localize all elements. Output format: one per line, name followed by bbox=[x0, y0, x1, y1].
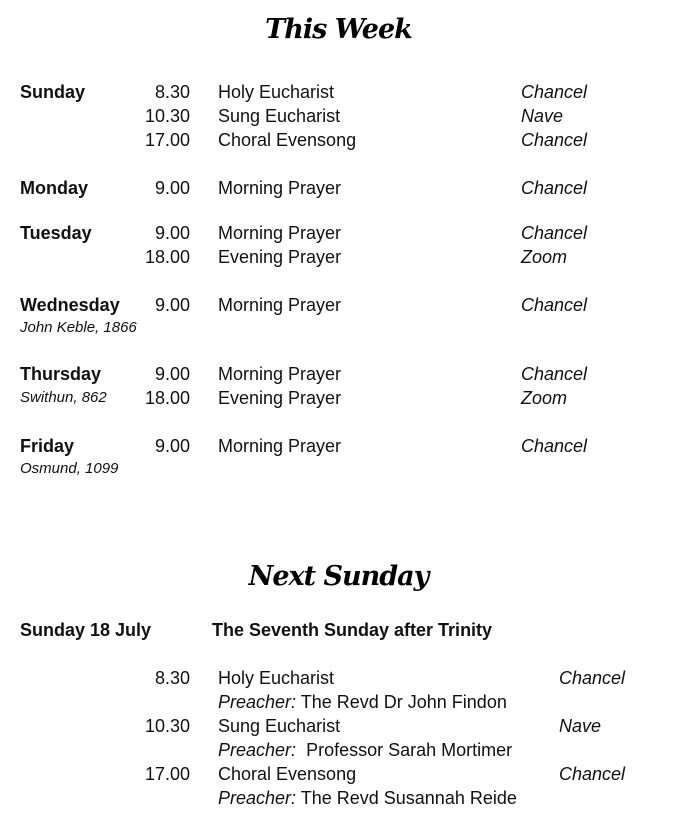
day-label: Sunday bbox=[20, 82, 86, 102]
service-name: Morning Prayer bbox=[218, 436, 342, 456]
preacher-name: The Revd Susannah Reide bbox=[300, 788, 517, 808]
service-time: 8.30 bbox=[154, 82, 190, 102]
service-location: Nave bbox=[559, 716, 602, 736]
service-name: Choral Evensong bbox=[218, 130, 357, 150]
service-name: Sung Eucharist bbox=[218, 106, 341, 126]
service-time: 9.00 bbox=[154, 295, 190, 315]
preacher-name: The Revd Dr John Findon bbox=[300, 692, 507, 712]
preacher-line bbox=[218, 786, 517, 810]
service-location: Chancel bbox=[521, 178, 588, 198]
service-time: 18.00 bbox=[144, 388, 190, 408]
service-name: Choral Evensong bbox=[218, 764, 357, 784]
service-time: 8.30 bbox=[154, 668, 190, 688]
service-name: Morning Prayer bbox=[218, 295, 342, 315]
service-time: 10.30 bbox=[144, 106, 190, 126]
service-name: Morning Prayer bbox=[218, 223, 342, 243]
service-location: Chancel bbox=[521, 364, 588, 384]
service-name: Morning Prayer bbox=[218, 178, 342, 198]
next-sunday-title: The Seventh Sunday after Trinity bbox=[212, 620, 493, 640]
service-location: Chancel bbox=[521, 130, 588, 150]
service-time: 18.00 bbox=[144, 247, 190, 267]
preacher-label: Preacher: bbox=[218, 740, 297, 760]
service-name: Morning Prayer bbox=[218, 364, 342, 384]
day-label: Tuesday bbox=[20, 223, 92, 243]
preacher-name: Professor Sarah Mortimer bbox=[306, 740, 513, 760]
service-location: Chancel bbox=[559, 764, 626, 784]
preacher-label: Preacher: bbox=[218, 788, 297, 808]
day-label: Friday bbox=[20, 436, 75, 456]
service-time: 9.00 bbox=[154, 178, 190, 198]
service-location: Chancel bbox=[521, 436, 588, 456]
service-time: 10.30 bbox=[144, 716, 190, 736]
next-sunday-heading: Next Sunday bbox=[248, 561, 429, 592]
service-name: Holy Eucharist bbox=[218, 82, 335, 102]
service-location: Chancel bbox=[521, 223, 588, 243]
service-time: 17.00 bbox=[144, 764, 190, 784]
service-time: 17.00 bbox=[144, 130, 190, 150]
service-name: Evening Prayer bbox=[218, 247, 342, 267]
day-label: Monday bbox=[20, 178, 89, 198]
service-location: Zoom bbox=[521, 388, 568, 408]
service-location: Chancel bbox=[521, 295, 588, 315]
day-label: Wednesday bbox=[20, 295, 120, 315]
saint-commemoration: Osmund, 1099 bbox=[20, 460, 119, 477]
this-week-heading: This Week bbox=[265, 14, 412, 45]
next-sunday-date: Sunday 18 July bbox=[20, 620, 152, 640]
saint-commemoration: Swithun, 862 bbox=[20, 389, 107, 406]
service-time: 9.00 bbox=[154, 364, 190, 384]
service-time: 9.00 bbox=[154, 223, 190, 243]
saint-commemoration: John Keble, 1866 bbox=[20, 319, 137, 336]
preacher-line bbox=[218, 738, 512, 762]
service-location: Nave bbox=[521, 106, 564, 126]
preacher-label: Preacher: bbox=[218, 692, 297, 712]
service-name: Sung Eucharist bbox=[218, 716, 341, 736]
day-label: Thursday bbox=[20, 364, 102, 384]
service-location: Chancel bbox=[521, 82, 588, 102]
service-time: 9.00 bbox=[154, 436, 190, 456]
service-location: Chancel bbox=[559, 668, 626, 688]
service-name: Holy Eucharist bbox=[218, 668, 335, 688]
service-name: Evening Prayer bbox=[218, 388, 342, 408]
service-location: Zoom bbox=[521, 247, 568, 267]
preacher-line bbox=[218, 690, 507, 714]
